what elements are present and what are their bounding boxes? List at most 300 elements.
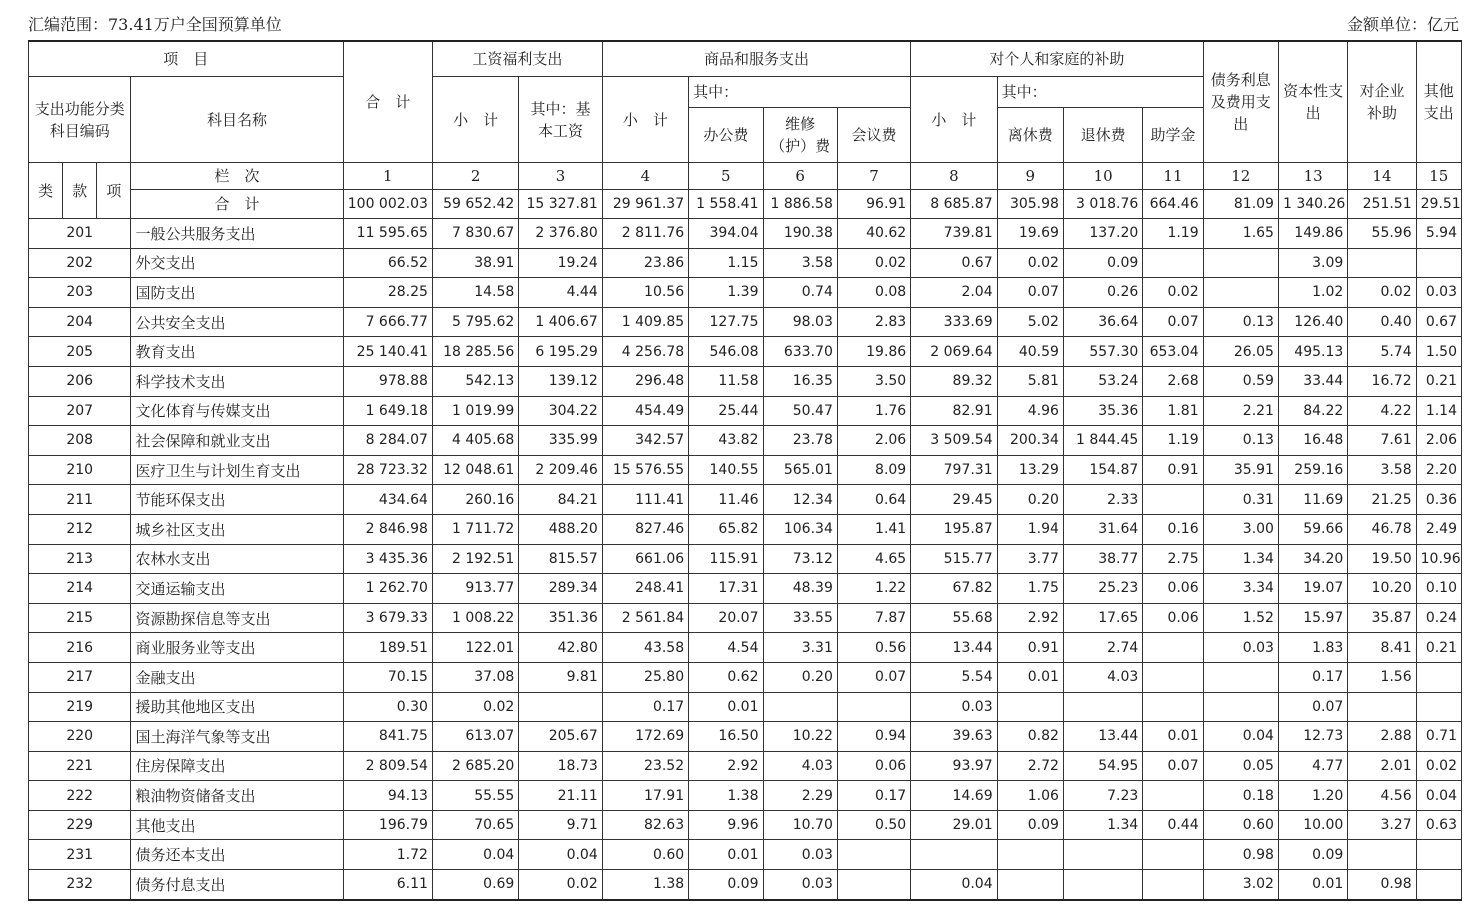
row-value-cell: 0.21 — [1416, 633, 1461, 663]
row-value-cell: 0.01 — [689, 692, 763, 722]
row-value-cell: 1 262.70 — [343, 574, 432, 604]
row-value-cell: 0.26 — [1063, 278, 1142, 308]
row-value-cell: 1 649.18 — [343, 396, 432, 426]
row-value-cell: 25.80 — [602, 662, 688, 692]
row-value-cell: 140.55 — [689, 455, 763, 485]
row-value-cell: 10.22 — [763, 722, 837, 752]
row-value-cell: 4.54 — [689, 633, 763, 663]
row-value-cell: 16.48 — [1278, 426, 1347, 456]
row-value-cell: 6 195.29 — [519, 337, 602, 367]
total-cell: 251.51 — [1348, 190, 1416, 219]
row-value-cell: 1.39 — [689, 278, 763, 308]
row-value-cell: 259.16 — [1278, 455, 1347, 485]
row-value-cell: 16.72 — [1348, 366, 1416, 396]
total-cell: 1 886.58 — [763, 190, 837, 219]
row-code: 217 — [29, 662, 131, 692]
office-fee-header: 办公费 — [689, 108, 763, 163]
row-code: 229 — [29, 810, 131, 840]
row-value-cell: 613.07 — [432, 722, 518, 752]
row-value-cell: 2.88 — [1348, 722, 1416, 752]
row-value-cell: 797.31 — [911, 455, 997, 485]
row-value-cell: 0.13 — [1203, 426, 1278, 456]
row-value-cell: 14.58 — [432, 278, 518, 308]
row-value-cell: 0.05 — [1203, 751, 1278, 781]
row-value-cell: 3.58 — [1348, 455, 1416, 485]
row-value-cell: 0.04 — [911, 870, 997, 900]
row-value-cell: 19.50 — [1348, 544, 1416, 574]
row-value-cell: 661.06 — [602, 544, 688, 574]
row-value-cell: 9.96 — [689, 810, 763, 840]
row-value-cell — [997, 870, 1063, 900]
row-value-cell — [1143, 248, 1203, 278]
row-code: 215 — [29, 603, 131, 633]
row-value-cell: 55.96 — [1348, 219, 1416, 249]
row-value-cell: 43.58 — [602, 633, 688, 663]
row-value-cell: 25.23 — [1063, 574, 1142, 604]
row-value-cell: 0.04 — [519, 840, 602, 870]
row-value-cell: 565.01 — [763, 455, 837, 485]
table-row — [29, 307, 1462, 337]
row-value-cell: 0.56 — [837, 633, 910, 663]
row-subject-name: 其他支出 — [131, 810, 343, 840]
row-value-cell: 1.20 — [1278, 781, 1347, 811]
row-subject-name: 援助其他地区支出 — [131, 692, 343, 722]
row-value-cell: 0.69 — [432, 870, 518, 900]
row-value-cell: 0.07 — [1143, 307, 1203, 337]
row-value-cell: 3.00 — [1203, 514, 1278, 544]
table-row — [29, 485, 1462, 515]
table-row — [29, 870, 1462, 900]
row-value-cell: 3 509.54 — [911, 426, 997, 456]
row-value-cell: 25 140.41 — [343, 337, 432, 367]
row-value-cell: 38.91 — [432, 248, 518, 278]
row-value-cell: 38.77 — [1063, 544, 1142, 574]
basic-wage-header: 其中：基本工资 — [519, 77, 602, 163]
row-value-cell: 0.01 — [689, 840, 763, 870]
total-row-label: 合 计 — [131, 190, 343, 219]
budget-table — [28, 40, 1462, 901]
row-value-cell: 2 811.76 — [602, 219, 688, 249]
capital-header: 资本性支出 — [1278, 41, 1347, 163]
row-value-cell: 0.67 — [1416, 307, 1461, 337]
row-value-cell: 154.87 — [1063, 455, 1142, 485]
col-number: 8 — [911, 163, 997, 190]
row-value-cell: 17.65 — [1063, 603, 1142, 633]
row-value-cell: 0.01 — [1143, 722, 1203, 752]
row-value-cell: 0.07 — [1143, 751, 1203, 781]
retire-fee1-header: 离休费 — [997, 108, 1063, 163]
row-subject-name: 科学技术支出 — [131, 366, 343, 396]
row-value-cell: 1.52 — [1203, 603, 1278, 633]
row-value-cell: 0.20 — [763, 662, 837, 692]
row-code: 204 — [29, 307, 131, 337]
row-value-cell: 29.45 — [911, 485, 997, 515]
col-number: 11 — [1143, 163, 1203, 190]
row-value-cell: 1.38 — [689, 781, 763, 811]
row-value-cell — [997, 692, 1063, 722]
row-value-cell: 70.15 — [343, 662, 432, 692]
row-value-cell: 1 008.22 — [432, 603, 518, 633]
table-row — [29, 633, 1462, 663]
row-value-cell: 2.68 — [1143, 366, 1203, 396]
row-value-cell: 10.70 — [763, 810, 837, 840]
row-value-cell: 0.98 — [1203, 840, 1278, 870]
row-value-cell: 17.31 — [689, 574, 763, 604]
table-row — [29, 810, 1462, 840]
goods-of-which-header: 其中： — [689, 77, 911, 108]
row-value-cell: 39.63 — [911, 722, 997, 752]
lanci-label: 栏 次 — [131, 163, 343, 190]
row-value-cell: 1.19 — [1143, 426, 1203, 456]
row-value-cell: 0.02 — [997, 248, 1063, 278]
row-code: 206 — [29, 366, 131, 396]
row-value-cell: 98.03 — [763, 307, 837, 337]
row-value-cell: 0.21 — [1416, 366, 1461, 396]
row-value-cell: 93.97 — [911, 751, 997, 781]
row-value-cell: 351.36 — [519, 603, 602, 633]
row-value-cell: 1.81 — [1143, 396, 1203, 426]
row-value-cell: 1.38 — [602, 870, 688, 900]
row-value-cell: 11.46 — [689, 485, 763, 515]
row-subject-name: 社会保障和就业支出 — [131, 426, 343, 456]
row-value-cell: 8.09 — [837, 455, 910, 485]
row-value-cell — [837, 692, 910, 722]
row-subject-name: 债务还本支出 — [131, 840, 343, 870]
row-value-cell — [1348, 840, 1416, 870]
row-value-cell: 5.94 — [1416, 219, 1461, 249]
row-value-cell: 35.91 — [1203, 455, 1278, 485]
row-value-cell: 815.57 — [519, 544, 602, 574]
row-value-cell: 28 723.32 — [343, 455, 432, 485]
table-row — [29, 396, 1462, 426]
row-value-cell: 2 209.46 — [519, 455, 602, 485]
row-value-cell: 1 711.72 — [432, 514, 518, 544]
row-value-cell: 36.64 — [1063, 307, 1142, 337]
row-value-cell: 633.70 — [763, 337, 837, 367]
row-value-cell: 2.06 — [837, 426, 910, 456]
row-value-cell: 10.56 — [602, 278, 688, 308]
row-value-cell: 35.36 — [1063, 396, 1142, 426]
table-row — [29, 514, 1462, 544]
row-value-cell: 19.07 — [1278, 574, 1347, 604]
lei-header: 类 — [29, 163, 63, 219]
total-header: 合 计 — [343, 41, 432, 163]
row-value-cell — [1143, 692, 1203, 722]
row-value-cell: 1.65 — [1203, 219, 1278, 249]
row-code: 211 — [29, 485, 131, 515]
row-value-cell: 1.02 — [1278, 278, 1347, 308]
row-value-cell: 65.82 — [689, 514, 763, 544]
row-value-cell: 0.02 — [837, 248, 910, 278]
other-header: 其他支出 — [1416, 41, 1461, 163]
row-value-cell: 0.03 — [1203, 633, 1278, 663]
row-value-cell: 19.86 — [837, 337, 910, 367]
row-value-cell: 557.30 — [1063, 337, 1142, 367]
total-cell: 1 558.41 — [689, 190, 763, 219]
row-value-cell: 4 405.68 — [432, 426, 518, 456]
row-value-cell: 0.91 — [997, 633, 1063, 663]
row-value-cell — [1348, 248, 1416, 278]
row-value-cell: 1.34 — [1063, 810, 1142, 840]
row-value-cell: 2.92 — [689, 751, 763, 781]
row-value-cell: 3.02 — [1203, 870, 1278, 900]
row-value-cell: 4.44 — [519, 278, 602, 308]
row-value-cell: 1.50 — [1416, 337, 1461, 367]
row-value-cell: 0.07 — [837, 662, 910, 692]
table-row — [29, 751, 1462, 781]
row-value-cell: 5.74 — [1348, 337, 1416, 367]
row-value-cell: 0.08 — [837, 278, 910, 308]
row-subject-name: 粮油物资储备支出 — [131, 781, 343, 811]
scope-text: 汇编范围：73.41万户全国预算单位 — [28, 15, 282, 34]
row-value-cell: 149.86 — [1278, 219, 1347, 249]
row-value-cell: 200.34 — [997, 426, 1063, 456]
row-value-cell: 43.82 — [689, 426, 763, 456]
table-row — [29, 248, 1462, 278]
row-value-cell: 3.58 — [763, 248, 837, 278]
row-value-cell: 5.54 — [911, 662, 997, 692]
row-value-cell: 53.24 — [1063, 366, 1142, 396]
row-value-cell: 2 192.51 — [432, 544, 518, 574]
table-row — [29, 781, 1462, 811]
row-value-cell: 10.20 — [1348, 574, 1416, 604]
row-value-cell: 55.68 — [911, 603, 997, 633]
row-value-cell: 2.74 — [1063, 633, 1142, 663]
row-value-cell: 0.09 — [1063, 248, 1142, 278]
table-row — [29, 337, 1462, 367]
row-value-cell: 0.17 — [1278, 662, 1347, 692]
table-row — [29, 662, 1462, 692]
row-value-cell: 13.44 — [1063, 722, 1142, 752]
row-value-cell: 3.77 — [997, 544, 1063, 574]
row-value-cell: 3.34 — [1203, 574, 1278, 604]
row-value-cell: 59.66 — [1278, 514, 1347, 544]
row-code: 208 — [29, 426, 131, 456]
col-number: 4 — [602, 163, 688, 190]
row-code: 212 — [29, 514, 131, 544]
row-value-cell: 0.30 — [343, 692, 432, 722]
row-value-cell: 10.00 — [1278, 810, 1347, 840]
row-value-cell: 0.74 — [763, 278, 837, 308]
row-value-cell: 2.06 — [1416, 426, 1461, 456]
row-value-cell: 126.40 — [1278, 307, 1347, 337]
row-value-cell — [1203, 248, 1278, 278]
row-value-cell: 16.35 — [763, 366, 837, 396]
row-value-cell: 0.03 — [763, 870, 837, 900]
col-number: 13 — [1278, 163, 1347, 190]
row-value-cell: 0.06 — [1143, 574, 1203, 604]
row-value-cell: 1.75 — [997, 574, 1063, 604]
table-row — [29, 219, 1462, 249]
row-value-cell: 0.82 — [997, 722, 1063, 752]
row-subject-name: 商业服务业等支出 — [131, 633, 343, 663]
row-value-cell — [1203, 692, 1278, 722]
row-value-cell: 10.96 — [1416, 544, 1461, 574]
row-value-cell: 0.24 — [1416, 603, 1461, 633]
row-value-cell: 17.91 — [602, 781, 688, 811]
row-value-cell: 13.44 — [911, 633, 997, 663]
row-value-cell: 0.06 — [837, 751, 910, 781]
total-cell: 3 018.76 — [1063, 190, 1142, 219]
row-value-cell — [837, 870, 910, 900]
total-cell: 29 961.37 — [602, 190, 688, 219]
row-value-cell: 16.50 — [689, 722, 763, 752]
row-value-cell: 913.77 — [432, 574, 518, 604]
row-value-cell — [1416, 692, 1461, 722]
row-subject-name: 交通运输支出 — [131, 574, 343, 604]
row-value-cell: 4.96 — [997, 396, 1063, 426]
row-value-cell: 0.02 — [1348, 278, 1416, 308]
row-value-cell: 2.83 — [837, 307, 910, 337]
row-value-cell: 23.52 — [602, 751, 688, 781]
row-value-cell: 0.17 — [602, 692, 688, 722]
row-value-cell: 14.69 — [911, 781, 997, 811]
row-value-cell: 0.02 — [1416, 751, 1461, 781]
row-value-cell: 4.03 — [1063, 662, 1142, 692]
row-value-cell: 2.72 — [997, 751, 1063, 781]
row-value-cell: 33.55 — [763, 603, 837, 633]
row-value-cell: 8.41 — [1348, 633, 1416, 663]
row-value-cell: 1.83 — [1278, 633, 1347, 663]
goods-group-header: 商品和服务支出 — [602, 41, 910, 77]
row-value-cell: 23.78 — [763, 426, 837, 456]
row-value-cell: 1.94 — [997, 514, 1063, 544]
row-value-cell: 0.64 — [837, 485, 910, 515]
row-value-cell: 0.03 — [911, 692, 997, 722]
row-value-cell: 11.69 — [1278, 485, 1347, 515]
row-value-cell: 7 666.77 — [343, 307, 432, 337]
row-value-cell: 0.18 — [1203, 781, 1278, 811]
row-subject-name: 住房保障支出 — [131, 751, 343, 781]
row-value-cell: 0.67 — [911, 248, 997, 278]
table-row — [29, 840, 1462, 870]
row-value-cell: 67.82 — [911, 574, 997, 604]
subsidy-group-header: 对个人和家庭的补助 — [911, 41, 1203, 77]
row-value-cell: 289.34 — [519, 574, 602, 604]
row-value-cell: 4.03 — [763, 751, 837, 781]
row-value-cell — [1203, 662, 1278, 692]
row-value-cell: 0.02 — [1143, 278, 1203, 308]
table-row — [29, 278, 1462, 308]
row-value-cell: 122.01 — [432, 633, 518, 663]
row-value-cell: 66.52 — [343, 248, 432, 278]
total-cell: 96.91 — [837, 190, 910, 219]
row-subject-name: 城乡社区支出 — [131, 514, 343, 544]
row-value-cell: 1 844.45 — [1063, 426, 1142, 456]
row-value-cell: 37.08 — [432, 662, 518, 692]
row-value-cell: 0.07 — [1278, 692, 1347, 722]
row-value-cell — [1143, 840, 1203, 870]
total-cell: 15 327.81 — [519, 190, 602, 219]
row-value-cell: 33.44 — [1278, 366, 1347, 396]
row-value-cell: 0.17 — [837, 781, 910, 811]
row-subject-name: 教育支出 — [131, 337, 343, 367]
row-value-cell: 0.02 — [519, 870, 602, 900]
row-subject-name: 一般公共服务支出 — [131, 219, 343, 249]
table-row — [29, 722, 1462, 752]
retire-fee2-header: 退休费 — [1063, 108, 1142, 163]
row-value-cell: 0.63 — [1416, 810, 1461, 840]
row-value-cell: 7.87 — [837, 603, 910, 633]
row-value-cell: 7.23 — [1063, 781, 1142, 811]
row-value-cell: 82.63 — [602, 810, 688, 840]
row-value-cell: 0.60 — [602, 840, 688, 870]
row-value-cell: 21.25 — [1348, 485, 1416, 515]
row-value-cell: 394.04 — [689, 219, 763, 249]
row-value-cell: 29.01 — [911, 810, 997, 840]
row-value-cell — [1416, 840, 1461, 870]
total-cell: 59 652.42 — [432, 190, 518, 219]
row-value-cell: 20.07 — [689, 603, 763, 633]
row-code: 222 — [29, 781, 131, 811]
row-value-cell — [1063, 870, 1142, 900]
row-value-cell: 9.81 — [519, 662, 602, 692]
row-value-cell: 50.47 — [763, 396, 837, 426]
row-value-cell: 89.32 — [911, 366, 997, 396]
col-number: 10 — [1063, 163, 1142, 190]
row-value-cell: 55.55 — [432, 781, 518, 811]
row-value-cell: 84.21 — [519, 485, 602, 515]
row-value-cell: 18.73 — [519, 751, 602, 781]
col-number: 3 — [519, 163, 602, 190]
row-value-cell: 137.20 — [1063, 219, 1142, 249]
enterprise-header: 对企业补助 — [1348, 41, 1416, 163]
row-value-cell — [911, 840, 997, 870]
row-value-cell: 18 285.56 — [432, 337, 518, 367]
row-value-cell: 2.29 — [763, 781, 837, 811]
row-value-cell: 0.02 — [432, 692, 518, 722]
row-value-cell: 25.44 — [689, 396, 763, 426]
row-value-cell: 195.87 — [911, 514, 997, 544]
row-value-cell: 4.65 — [837, 544, 910, 574]
row-value-cell — [1143, 662, 1203, 692]
goods-subtotal-header: 小 计 — [602, 77, 688, 163]
row-code: 207 — [29, 396, 131, 426]
row-value-cell: 7 830.67 — [432, 219, 518, 249]
row-value-cell: 0.98 — [1348, 870, 1416, 900]
row-value-cell: 12.34 — [763, 485, 837, 515]
row-code: 219 — [29, 692, 131, 722]
row-value-cell: 335.99 — [519, 426, 602, 456]
row-value-cell: 54.95 — [1063, 751, 1142, 781]
table-row — [29, 574, 1462, 604]
row-value-cell: 0.01 — [1278, 870, 1347, 900]
row-value-cell: 2 685.20 — [432, 751, 518, 781]
table-body — [29, 219, 1462, 900]
row-value-cell: 0.16 — [1143, 514, 1203, 544]
total-cell: 664.46 — [1143, 190, 1203, 219]
row-value-cell: 2.75 — [1143, 544, 1203, 574]
row-value-cell — [997, 840, 1063, 870]
row-value-cell: 3.50 — [837, 366, 910, 396]
row-value-cell: 1 406.67 — [519, 307, 602, 337]
row-value-cell: 42.80 — [519, 633, 602, 663]
row-value-cell — [1203, 278, 1278, 308]
row-value-cell: 0.03 — [763, 840, 837, 870]
row-value-cell: 9.71 — [519, 810, 602, 840]
row-value-cell: 21.11 — [519, 781, 602, 811]
row-value-cell: 31.64 — [1063, 514, 1142, 544]
row-value-cell: 2.49 — [1416, 514, 1461, 544]
row-value-cell — [1143, 781, 1203, 811]
row-value-cell: 40.59 — [997, 337, 1063, 367]
row-value-cell: 2 561.84 — [602, 603, 688, 633]
row-value-cell: 1.76 — [837, 396, 910, 426]
row-value-cell — [1063, 692, 1142, 722]
row-value-cell: 0.01 — [997, 662, 1063, 692]
row-value-cell: 1.72 — [343, 840, 432, 870]
row-value-cell: 139.12 — [519, 366, 602, 396]
